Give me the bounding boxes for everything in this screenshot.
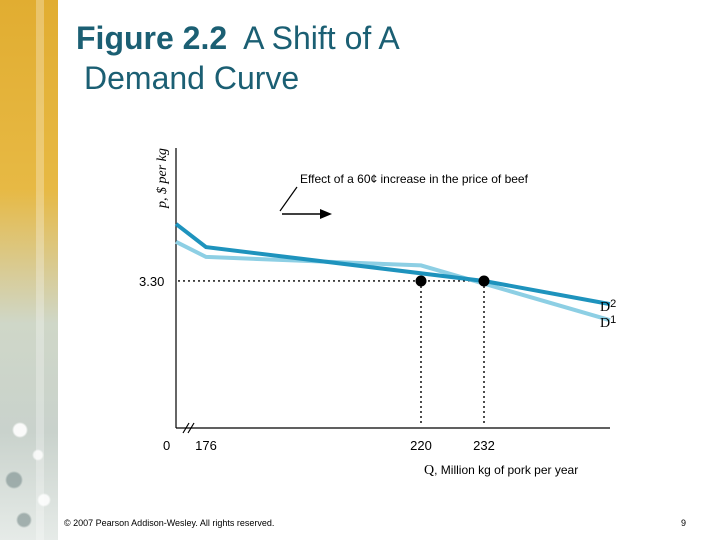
y-tick-label: 3.30 — [139, 273, 165, 289]
x-tick-label: 0 — [163, 438, 171, 453]
x-tick-label: 232 — [473, 438, 495, 453]
curve-label-d2 — [600, 298, 616, 315]
title-figure-number: Figure 2.2 — [76, 20, 228, 56]
curve-label-index: 1 — [610, 314, 617, 327]
x-axis-label — [424, 463, 578, 478]
x-tick-label: 176 — [195, 438, 217, 453]
title-line-2: Demand Curve — [84, 60, 300, 96]
copyright-footer: © 2007 Pearson Addison-Wesley. All rights reserved. — [64, 518, 275, 528]
curve-label-letter: D — [600, 316, 611, 332]
annotation-text: Effect of a 60¢ increase in the price of beef — [300, 172, 528, 186]
x-tick-label: 220 — [410, 438, 432, 453]
annotation-pointer-line — [280, 187, 297, 211]
equilibrium-point-220 — [416, 275, 427, 286]
curve-label-index: 2 — [610, 298, 617, 311]
curve-label-letter: D — [600, 300, 611, 316]
curve-label-d1 — [600, 314, 616, 331]
equilibrium-point-232 — [479, 275, 490, 286]
title-line-1: A Shift of A — [243, 20, 400, 56]
y-axis-label-text: p, $ per kg — [155, 148, 170, 208]
page-number: 9 — [681, 518, 687, 528]
annotation-arrowhead — [320, 209, 332, 219]
x-axis-label-rest: , Million kg of pork per year — [434, 463, 579, 477]
y-axis-label — [155, 148, 170, 209]
x-axis-label-symbol: Q — [424, 463, 435, 478]
